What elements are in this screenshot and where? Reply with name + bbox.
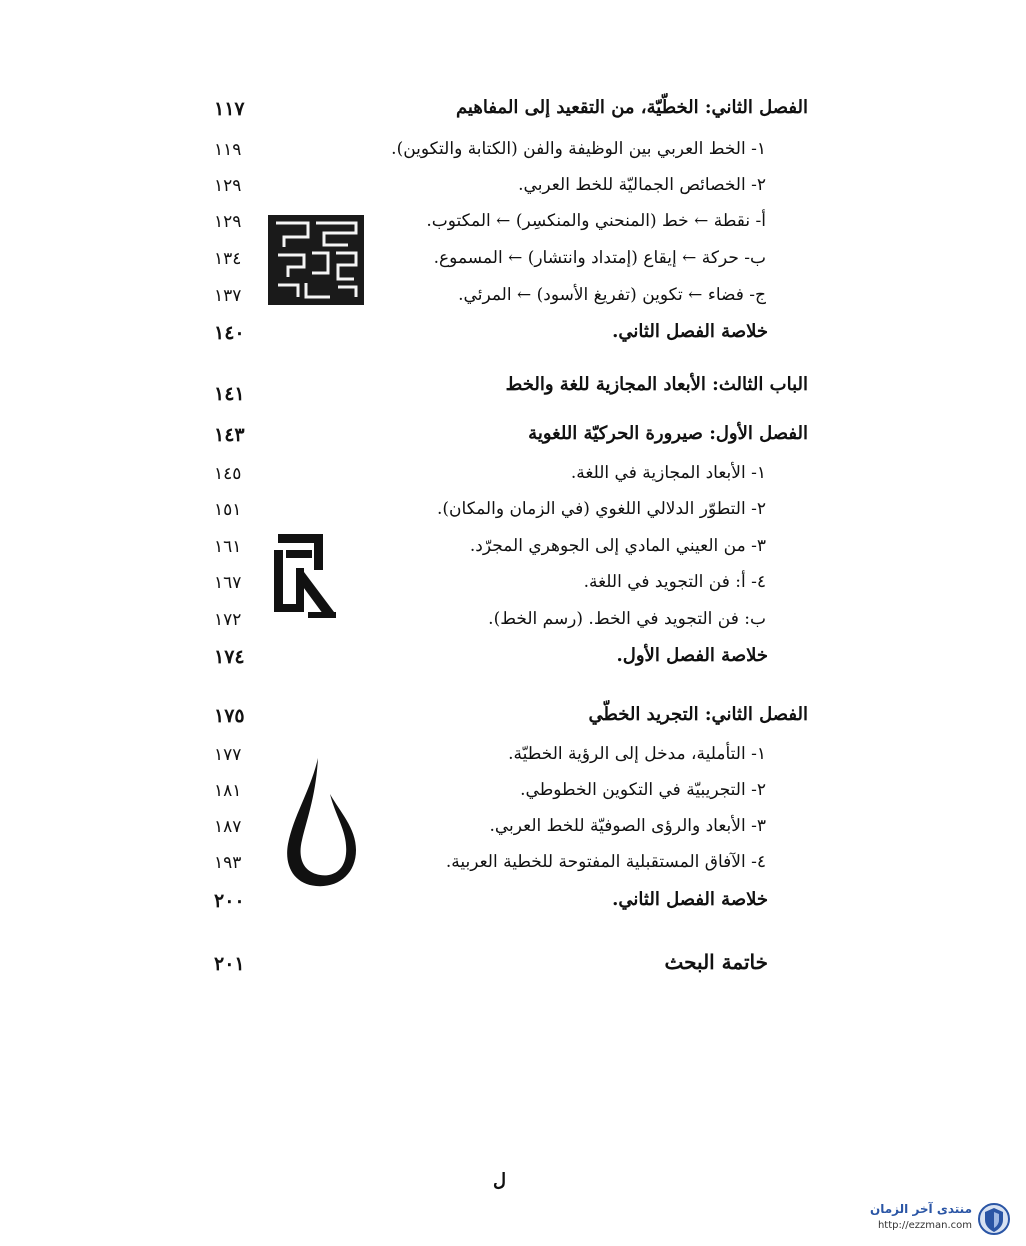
toc-entry-section: ٤- الآفاق المستقبلية المفتوحة للخطية العربية.: [445, 852, 766, 872]
kufic-calligraphy-icon: [268, 528, 342, 624]
toc-page-number: ١٥١: [214, 500, 242, 520]
toc-entry-section: ٤- أ: فن التجويد في اللغة.: [583, 572, 766, 592]
toc-entry-section: ١- الخط العربي بين الوظيفة والفن (الكتابة والتكوين).: [391, 139, 766, 159]
toc-page-number: ١٧٥: [214, 705, 245, 727]
toc-entry-section: ٣- الأبعاد والرؤى الصوفيّة للخط العربي.: [489, 816, 766, 836]
toc-page-number: ١٦٧: [214, 573, 242, 593]
toc-entry-subsection: أ- نقطة ← خط (المنحني والمنكسِر) ← المكتوب.: [426, 211, 766, 231]
toc-entry-summary: خلاصة الفصل الأول.: [616, 645, 768, 666]
toc-page-number: ١٢٩: [214, 176, 242, 196]
square-kufic-calligraphy-icon: [268, 215, 364, 305]
toc-page-number: ١٤١: [214, 383, 245, 405]
toc-entry-chapter: الفصل الثاني: التجريد الخطّي: [588, 704, 808, 725]
toc-page-number: ١٩٣: [214, 853, 242, 873]
toc-page-number: ٢٠٠: [214, 890, 245, 912]
watermark-url: http://ezzman.com: [877, 1220, 972, 1231]
toc-entry-section: ١- التأملية، مدخل إلى الرؤية الخطيّة.: [508, 744, 766, 764]
page-letter: ل: [493, 1170, 507, 1191]
toc-page-number: ١٤٥: [214, 464, 242, 484]
toc-page-number: ١٤٣: [214, 424, 245, 446]
toc-page-number: ١٦١: [214, 537, 242, 557]
toc-entry-section: ٢- التطوّر الدلالي اللغوي (في الزمان والمكان).: [437, 499, 766, 519]
toc-page-number: ٢٠١: [214, 953, 245, 975]
toc-page-number: ١٧٧: [214, 745, 242, 765]
toc-entry-summary: خلاصة الفصل الثاني.: [612, 889, 768, 910]
toc-page-number: ١٨١: [214, 781, 242, 801]
toc-entry-section: ٣- من العيني المادي إلى الجوهري المجرّد.: [469, 536, 766, 556]
toc-page-number: ١٤٠: [214, 322, 245, 344]
toc-page-number: ١١٧: [214, 98, 245, 120]
toc-entry-section: ٢- التجريبيّة في التكوين الخطوطي.: [520, 780, 766, 800]
toc-page-number: ١٧٤: [214, 646, 245, 668]
toc-entry-subsection: ب- حركة ← إيقاع (إمتداد وانتشار) ← المسموع.: [433, 248, 766, 268]
allah-calligraphy-icon: [276, 756, 364, 888]
toc-page-number: ١٧٢: [214, 610, 242, 630]
toc-entry-subsection: ج- فضاء ← تكوين (تفريغ الأسود) ← المرئي.: [458, 285, 766, 305]
forum-watermark: [828, 1200, 1018, 1240]
toc-entry-chapter: الفصل الثاني: الخطّيّة، من التقعيد إلى المفاهيم: [455, 97, 808, 118]
toc-entry-chapter: الفصل الأول: صيرورة الحركيّة اللغوية: [528, 423, 808, 444]
toc-entry-summary: خلاصة الفصل الثاني.: [612, 321, 768, 342]
toc-page-number: ١٢٩: [214, 212, 242, 232]
toc-entry-conclusion: خاتمة البحث: [664, 950, 768, 974]
toc-page-number: ١٣٤: [214, 249, 242, 269]
toc-page-number: ١٣٧: [214, 286, 242, 306]
watermark-title: منتدى آخر الزمان: [870, 1202, 972, 1216]
toc-entry-subsection: ب: فن التجويد في الخط. (رسم الخط).: [488, 609, 766, 629]
toc-page-number: ١٨٧: [214, 817, 242, 837]
toc-entry-section: ٢- الخصائص الجماليّة للخط العربي.: [518, 175, 766, 195]
toc-entry-part: الباب الثالث: الأبعاد المجازية للغة والخط: [505, 374, 808, 395]
toc-entry-section: ١- الأبعاد المجازية في اللغة.: [570, 463, 766, 483]
forum-logo-icon: [978, 1202, 1010, 1236]
toc-page-number: ١١٩: [214, 140, 242, 160]
